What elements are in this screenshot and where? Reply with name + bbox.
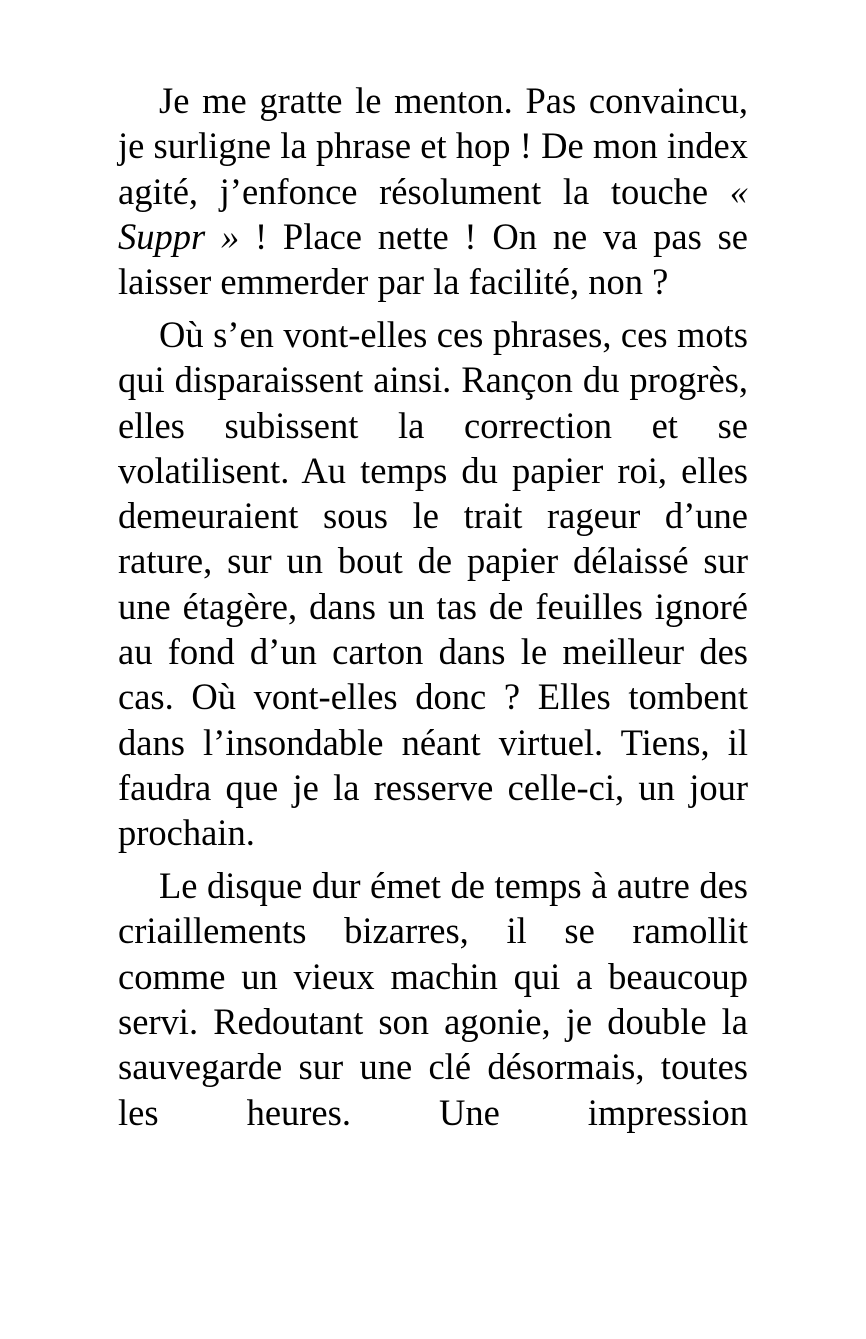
body-text xyxy=(118,78,748,1142)
paragraph-1-text-after: ! Place nette ! On ne va pas se laisser emmerder par la facilité, non ? xyxy=(118,215,748,303)
paragraph-2: Où s’en vont-elles ces phrases, ces mots qui disparaissent ainsi. Rançon du progrès, elles subissent la correction et se volatilisent. Au temps du papier roi, elles demeuraient sous le trait rageur d’une rature, sur un bout de papier délaissé sur une étagère, dans un tas de feuilles ignoré au fond d’un carton dans le meilleur des cas. Où vont-elles donc ? Elles tombent dans l’insondable néant virtuel. Tiens, il faudra que je la resserve celle-ci, un jour prochain. xyxy=(118,313,748,854)
suppr-key-emphasis: « Suppr » xyxy=(118,170,748,257)
paragraph-1 xyxy=(118,78,748,304)
paragraph-3: Le disque dur émet de temps à autre des criaillements bizarres, il se ramollit comme un vieux machin qui a beaucoup servi. Redoutant son agonie, je double la sauvegarde sur une clé désormais, toutes les heures. Une impression xyxy=(118,865,748,1133)
paragraph-1-text-before: Je me gratte le menton. Pas convaincu, je surligne la phrase et hop ! De mon index agité, j’enfonce résolument la touche xyxy=(118,80,748,212)
